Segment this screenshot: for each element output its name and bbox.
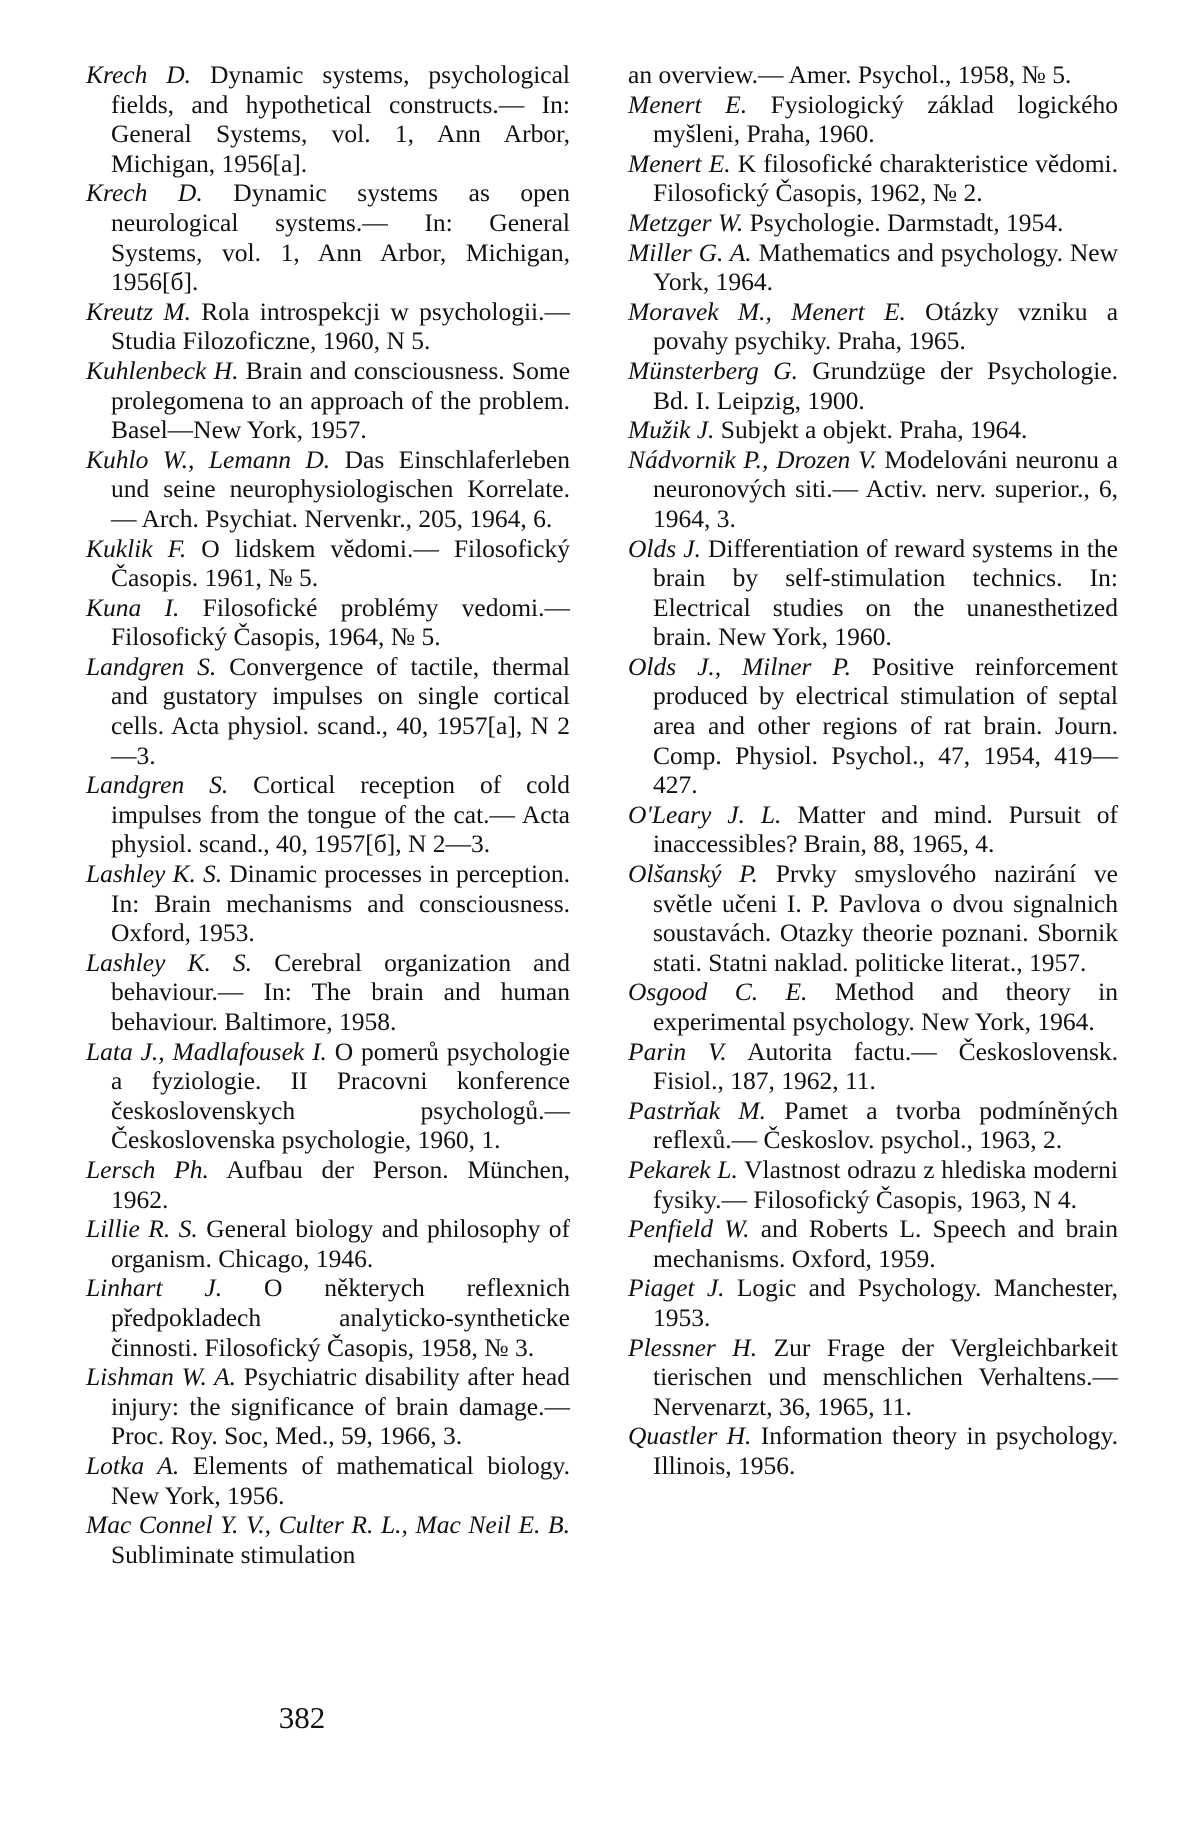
bibliography-entry — [628, 356, 1118, 415]
bibliography-entry — [628, 90, 1118, 149]
bibliography-entry — [86, 1155, 570, 1214]
bibliography-entry — [86, 652, 570, 770]
bibliography-entry — [86, 948, 570, 1037]
bibliography-entry — [628, 859, 1118, 977]
entry-text: K filosofické charakteristice vědomi. Filosofický Časopis, 1962, № 2. — [653, 148, 1119, 208]
entry-text: Cerebral organization and behaviour.— In: The brain and human behaviour. Baltimore, 1958. — [111, 947, 571, 1036]
bibliography-entry — [628, 1037, 1118, 1096]
bibliography-entry — [628, 238, 1118, 297]
entry-text: Otázky vzniku a povahy psychiky. Praha, 1965. — [653, 296, 1119, 356]
entry-text: Modelováni neuronu a neuronových siti.— Activ. nerv. superior., 6, 1964, 3. — [653, 444, 1118, 533]
entry-text: Elements of mathematical biology. New York, 1956. — [111, 1450, 571, 1510]
entry-author: Penfield W. — [628, 1214, 750, 1244]
entry-text: Das Einschlaferleben und seine neurophysiologischen Korrelate.— Arch. Psychiat. Nervenkr., 205, 1964, 6. — [111, 444, 571, 533]
entry-text: Convergence of tactile, thermal and gustatory impulses on single cortical cells. Acta physiol. scand., 40, 1957[a], N 2—3. — [111, 651, 571, 770]
entry-author: Pastrňak M. — [628, 1095, 766, 1125]
bibliography-entry — [86, 1273, 570, 1362]
entry-author: Menert E. — [628, 148, 731, 178]
entry-text: Psychiatric disability after head injury: the significance of brain damage.— Proc. Roy. Soc, Med., 59, 1966, 3. — [111, 1362, 570, 1451]
entry-author: Lersch Ph. — [86, 1154, 209, 1184]
entry-author: Lillie R. S. — [86, 1214, 198, 1244]
entry-author: Landgren S. — [86, 651, 217, 681]
bibliography-entry — [628, 1096, 1118, 1155]
bibliography-entry — [86, 593, 570, 652]
entry-author: Piaget J. — [628, 1273, 725, 1303]
entry-author: Olds J. — [628, 533, 701, 563]
entry-author: Krech D. — [86, 178, 203, 208]
page-number: 382 — [278, 1700, 326, 1735]
entry-author: Moravek M., Menert E. — [628, 296, 906, 326]
bibliography-entry — [628, 60, 1118, 90]
bibliography-entry — [628, 800, 1118, 859]
entry-author: Nádvornik P., Drozen V. — [628, 444, 877, 474]
bibliography-entry — [628, 652, 1118, 800]
entry-author: Metzger W. — [628, 207, 744, 237]
entry-author: Lashley K. S. — [86, 859, 223, 889]
bibliography-entry — [86, 859, 570, 948]
bibliography-entry — [628, 1333, 1118, 1422]
bibliography-entry — [86, 1510, 570, 1569]
bibliography-entry — [86, 1037, 570, 1155]
entry-text: O některych reflexnich předpokladech analyticko-syntheticke činnosti. Filosofický Časopis, 1958, № 3. — [111, 1273, 571, 1362]
bibliography-entry — [86, 770, 570, 859]
entry-text: Differentiation of reward systems in the brain by self-stimulation technics. In: Electrical studies on the unanesthetized brain. New York, 1960. — [653, 533, 1118, 652]
bibliography-entry — [628, 445, 1118, 534]
entry-author: Quastler H. — [628, 1421, 752, 1451]
entry-text: Logic and Psychology. Manchester, 1953. — [653, 1273, 1118, 1332]
bibliography-entry — [86, 534, 570, 593]
bibliography-entry — [86, 178, 570, 296]
entry-author: Lishman W. A. — [86, 1362, 237, 1392]
bibliography-entry — [86, 297, 570, 356]
entry-author: Kuhlo W., Lemann D. — [86, 444, 331, 474]
entry-author: O'Leary J. L. — [628, 799, 782, 829]
entry-text: Subjekt a objekt. Praha, 1964. — [720, 415, 1028, 445]
entry-text: Dynamic systems as open neurological systems.— In: General Systems, vol. 1, Ann Arbor, Michigan, 1956[б]. — [111, 178, 570, 297]
entry-text: Pamet a tvorba podmíněných reflexů.— Českoslov. psychol., 1963, 2. — [653, 1095, 1118, 1155]
entry-author: Kuna I. — [86, 592, 180, 622]
entry-author: Kreutz M. — [86, 296, 191, 326]
bibliography-entry — [86, 356, 570, 445]
bibliography-entry — [628, 534, 1118, 652]
entry-author: Kuhlenbeck H. — [86, 355, 239, 385]
entry-text: Zur Frage der Vergleichbarkeit tierischen und menschlichen Verhaltens.— Nervenarzt, 36, 1965, 11. — [653, 1332, 1119, 1421]
bibliography-entry — [86, 445, 570, 534]
entry-text: Positive reinforcement produced by electrical stimulation of septal area and other regions of rat brain. Journ. Comp. Physiol. Psychol., 47, 1954, 419—427. — [653, 651, 1119, 800]
entry-text: Aufbau der Person. München, 1962. — [111, 1154, 571, 1214]
entry-author: Lotka A. — [86, 1450, 180, 1480]
bibliography-entry — [628, 977, 1118, 1036]
bibliography-entry — [628, 149, 1118, 208]
entry-text: Dynamic systems, psychological fields, and hypothetical constructs.— In: General Systems, vol. 1, Ann Arbor, Michigan, 1956[a]. — [111, 60, 570, 178]
entry-text: Rola introspekcji w psychologii.— Studia Filozoficzne, 1960, N 5. — [111, 296, 571, 356]
entry-author: Mužik J. — [628, 415, 715, 445]
entry-author: Osgood C. E. — [628, 977, 808, 1007]
entry-author: Lata J., Madlafousek I. — [86, 1036, 327, 1066]
entry-author: Krech D. — [86, 60, 192, 89]
bibliography-entry — [628, 1421, 1118, 1480]
entry-text: O lidskem vědomi.— Filosofický Časopis. 1961, № 5. — [111, 533, 570, 593]
entry-author: Kuklik F. — [86, 533, 187, 563]
entry-text: Method and theory in experimental psychology. New York, 1964. — [653, 977, 1118, 1036]
entry-text: Brain and consciousness. Some prolegomena to an approach of the problem. Basel—New York, 1957. — [111, 355, 571, 445]
entry-author: Olds J., Milner P. — [628, 651, 852, 681]
bibliography-entry — [628, 1273, 1118, 1332]
entry-text: Grundzüge der Psychologie. Bd. I. Leipzig, 1900. — [653, 355, 1119, 415]
entry-author: Parin V. — [628, 1036, 727, 1066]
entry-text: O pomerů psychologie a fyziologie. II Pracovni konference československych psychologů.— Československa psychologie, 1960, 1. — [111, 1036, 570, 1155]
entry-author: Münsterberg G. — [628, 355, 798, 385]
entry-text: Prvky smyslového nazirání ve světle učeni I. P. Pavlova o dvou signalnich soustavách. Otazky theorie poznani. Sbornik stati. Statni naklad. politicke literat., 1957. — [653, 859, 1118, 977]
entry-text: Autorita factu.— Československ. Fisiol., 187, 1962, 11. — [653, 1036, 1119, 1096]
bibliography-entry — [628, 1214, 1118, 1273]
entry-text: and Roberts L. Speech and brain mechanisms. Oxford, 1959. — [653, 1214, 1118, 1273]
bibliography-entry — [628, 297, 1118, 356]
entry-text: Subliminate stimulation — [111, 1539, 356, 1569]
entry-text: Dinamic processes in perception. In: Brain mechanisms and consciousness. Oxford, 1953. — [111, 859, 570, 948]
entry-text: Mathematics and psychology. New York, 1964. — [653, 237, 1118, 297]
bibliography-column-left — [86, 60, 570, 1569]
entry-author: Pekarek L. — [628, 1154, 738, 1184]
entry-author: Landgren S. — [86, 770, 229, 800]
bibliography-entry — [86, 1362, 570, 1451]
bibliography-entry — [628, 208, 1118, 238]
entry-text: Vlastnost odrazu z hlediska moderni fysiky.— Filosofický Časopis, 1963, N 4. — [653, 1154, 1118, 1214]
entry-author: Olšanský P. — [628, 859, 758, 889]
entry-text: Cortical reception of cold impulses from the tongue of the cat.— Acta physiol. scand., 40, 1957[б], N 2—3. — [111, 770, 570, 859]
bibliography-entry — [86, 60, 570, 178]
bibliography-entry — [86, 1214, 570, 1273]
entry-author: Linhart J. — [86, 1273, 223, 1303]
entry-author: Plessner H. — [628, 1332, 758, 1362]
entry-text: Matter and mind. Pursuit of inaccessibles? Brain, 88, 1965, 4. — [653, 799, 1118, 859]
entry-text: Information theory in psychology. Illinois, 1956. — [653, 1421, 1118, 1480]
entry-author: Miller G. A. — [628, 237, 752, 267]
entry-text: Psychologie. Darmstadt, 1954. — [749, 207, 1064, 237]
bibliography-column-right — [628, 60, 1118, 1481]
bibliography-entry — [86, 1451, 570, 1510]
entry-text: Fysiologický základ logického myšleni, Praha, 1960. — [653, 89, 1118, 149]
entry-text: an overview.— Amer. Psychol., 1958, № 5. — [628, 60, 1072, 89]
entry-author: Lashley K. S. — [86, 947, 253, 977]
entry-author: Menert E. — [628, 89, 748, 119]
bibliography-entry — [628, 1155, 1118, 1214]
entry-text: Filosofické problémy vedomi.— Filosofický Časopis, 1964, № 5. — [111, 592, 571, 652]
entry-text: General biology and philosophy of organism. Chicago, 1946. — [111, 1214, 570, 1273]
bibliography-entry — [628, 415, 1118, 445]
entry-author: Mac Connel Y. V., Culter R. L., Mac Neil E. B. — [86, 1510, 570, 1540]
